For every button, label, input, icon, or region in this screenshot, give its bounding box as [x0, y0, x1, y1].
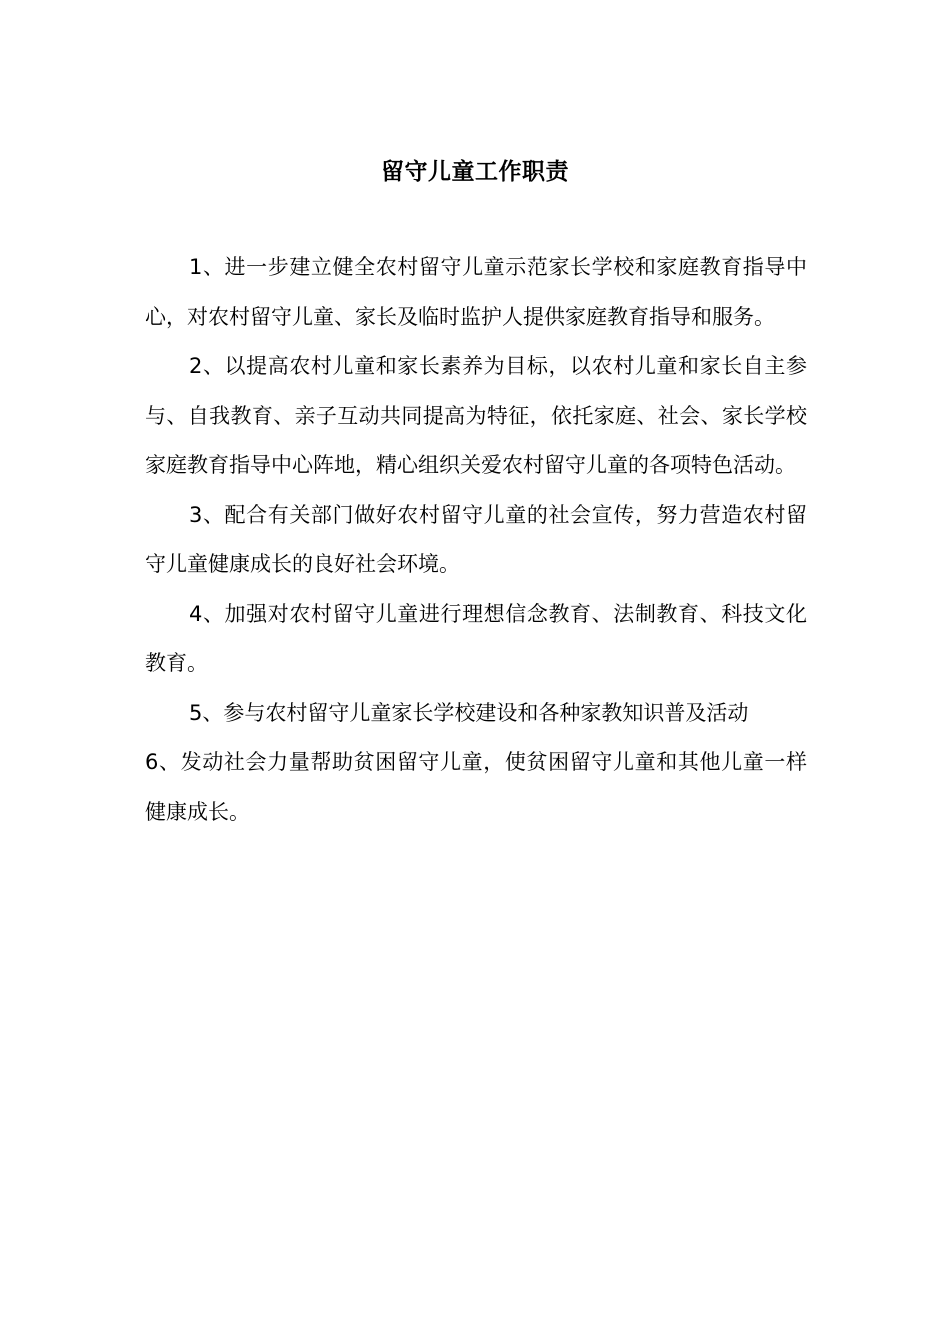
document-body [145, 243, 807, 837]
paragraph-3: 3、配合有关部门做好农村留守儿童的社会宣传，努力营造农村留守儿童健康成长的良好社会环境。 [145, 502, 807, 576]
paragraph-1: 1、进一步建立健全农村留守儿童示范家长学校和家庭教育指导中心，对农村留守儿童、家长及临时监护人提供家庭教育指导和服务。 [145, 255, 807, 329]
document-title: 留守儿童工作职责 [381, 159, 569, 185]
paragraph-2: 2、以提高农村儿童和家长素养为目标，以农村儿童和家长自主参与、自我教育、亲子互动共同提高为特征，依托家庭、社会、家长学校家庭教育指导中心阵地，精心组织关爱农村留守儿童的各项特色活动。 [145, 354, 807, 477]
paragraph-5: 5、参与农村留守儿童家长学校建设和各种家教知识普及活动 [189, 700, 749, 725]
paragraph-6: 6、发动社会力量帮助贫困留守儿童，使贫困留守儿童和其他儿童一样健康成长。 [145, 750, 807, 824]
paragraph-4: 4、加强对农村留守儿童进行理想信念教育、法制教育、科技文化教育。 [145, 601, 807, 675]
